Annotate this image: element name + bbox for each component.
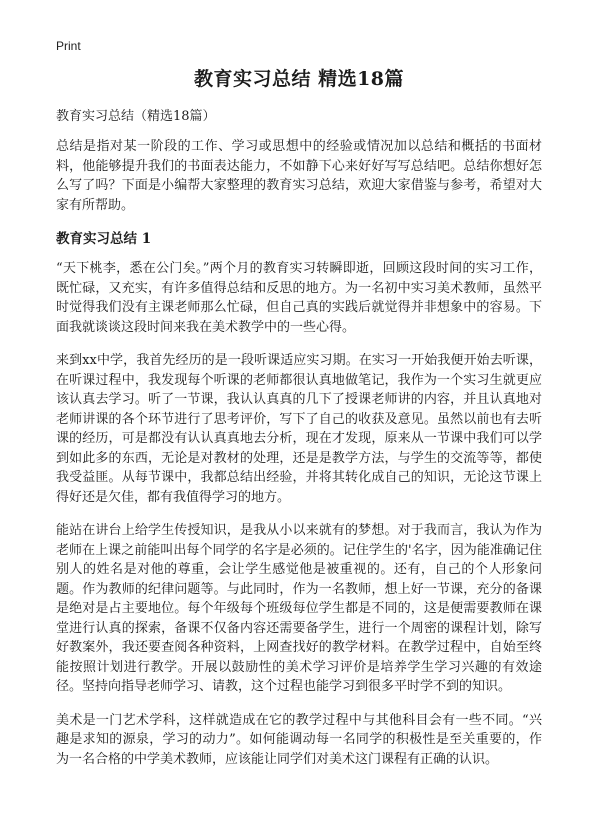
body-paragraph-2: 来到xx中学，我首先经历的是一段听课适应实习期。在实习一开始我便开始去听课，在听课过程中，我发现每个听课的老师都很认真地做笔记，我作为一个实习生就更应该认真去学习。听了一节课，我认认真真的几下了授课老师讲的内容，并且认真地对老师讲课的各个环节进行了思考评价，写下了自己的收获及意见。虽然以前也有去听课的经历，可是都没有认认真真地去分析，现在才发现，原来从一节课中我们可以学到如此多的东西，无论是对教材的处理，还是是教学方法，与学生的交流等等，都使我受益匪。从每节课中，我都总结出经验，并将其转化成自己的知识，无论这节课上得好还是欠佳，都有我值得学习的地方。 — [56, 353, 542, 505]
page-title: 教育实习总结 精选18篇 — [193, 68, 405, 90]
body-paragraph-4: 美术是一门艺术学科，这样就造成在它的教学过程中与其他科目会有一些不同。“兴趣是求知的源泉，学习的动力”。如何能调动每一名同学的积极性是至关重要的，作为一名合格的中学美术教师，应该能让同学们对美术这门课程有正确的认识。 — [56, 712, 542, 767]
body-paragraph-1: “天下桃李，悉在公门矣。”两个月的教育实习转瞬即逝，回顾这段时间的实习工作，既忙碌，又充实，有许多值得总结和反思的地方。为一名初中实习美术教师，虽然平时觉得我们没有主课老师那么忙碌，但自己真的实践后就觉得并非想象中的容易。下面我就谈谈这段时间来我在美术教学中的一些心得。 — [56, 261, 542, 335]
print-label[interactable]: Print — [56, 39, 81, 53]
body-paragraph-3: 能站在讲台上给学生传授知识，是我从小以来就有的梦想。对于我而言，我认为作为老师在上课之前能叫出每个同学的名字是必须的。记住学生的'名字，因为能准确记住别人的姓名是对他的尊重，会让学生感觉他是被重视的。还有，自己的个人形象问题。作为教师的纪律问题等。与此同时，作为一名教师，想上好一节课，充分的备课是绝对是占主要地位。每个年级每个班级每位学生都是不同的，这是便需要教师在课堂进行认真的探索，备课不仅备内容还需要备学生，进行一个周密的课程计划，除写好教案外，我还要查阅各种资料，上网查找好的教学材料。在教学过程中，自始至终能按照计划进行教学。开展以鼓励性的美术学习评价是培养学生学习兴趣的有效途径。坚持向指导老师学习、请教，这个过程也能学习到很多平时学不到的知识。 — [56, 523, 542, 694]
intro-paragraph: 总结是指对某一阶段的工作、学习或思想中的经验或情况加以总结和概括的书面材料，他能够提升我们的书面表达能力，不如静下心来好好写写总结吧。总结你想好怎么写了吗？下面是小编帮大家整理的教育实习总结，欢迎大家借鉴与参考，希望对大家有所帮助。 — [56, 139, 542, 213]
document-subtitle: 教育实习总结（精选18篇） — [56, 109, 216, 124]
section-heading-1: 教育实习总结 1 — [56, 231, 152, 247]
